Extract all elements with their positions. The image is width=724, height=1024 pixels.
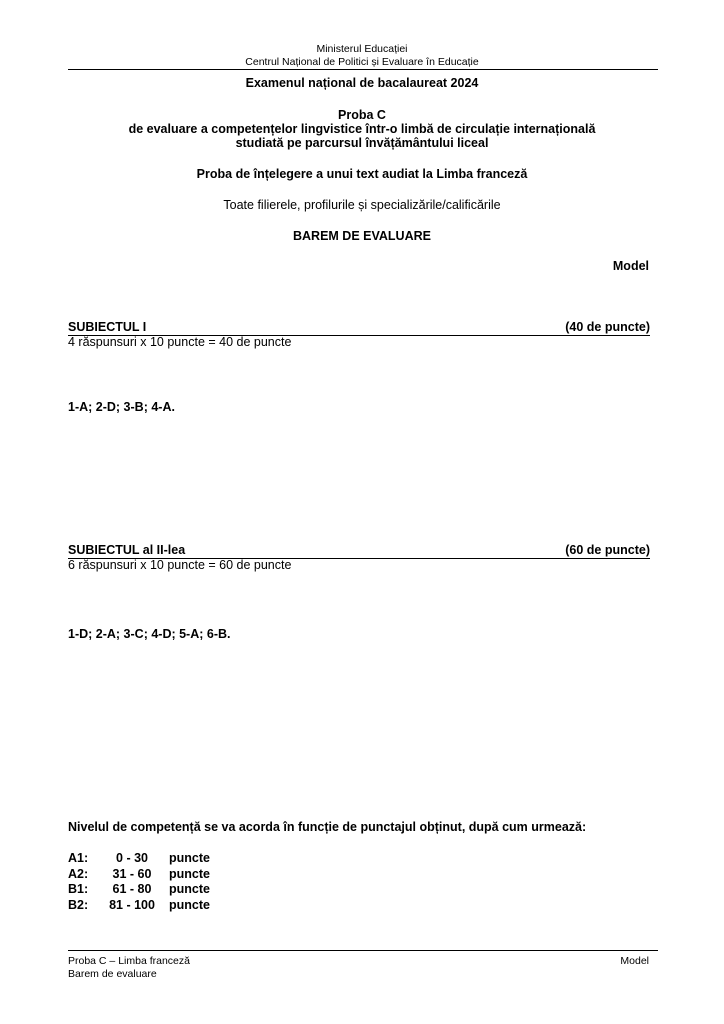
level-unit: puncte bbox=[169, 851, 210, 865]
competence-intro: Nivelul de competență se va acorda în funcție de punctajul obținut, după cum urmează: bbox=[68, 820, 587, 834]
subject1-scoring: 4 răspunsuri x 10 puncte = 40 de puncte bbox=[68, 335, 292, 349]
header-rule bbox=[68, 69, 658, 70]
level-row-a1 bbox=[68, 851, 210, 867]
level-unit: puncte bbox=[169, 866, 210, 881]
proba-title: Proba C bbox=[338, 108, 386, 122]
competence-levels-table bbox=[68, 851, 210, 913]
barem-title: BAREM DE EVALUARE bbox=[293, 229, 431, 243]
subject2-heading: SUBIECTUL al II-lea bbox=[68, 543, 186, 557]
subject2-points: (60 de puncte) bbox=[565, 543, 650, 557]
level-code: A2: bbox=[68, 866, 89, 881]
subject1-heading: SUBIECTUL I bbox=[68, 320, 147, 334]
proba-name: Proba de înțelegere a unui text audiat la Limba franceză bbox=[196, 167, 528, 181]
subject1-points: (40 de puncte) bbox=[565, 320, 650, 334]
level-row-a2 bbox=[68, 867, 210, 883]
subject1-heading-row bbox=[68, 320, 650, 336]
level-unit: puncte bbox=[169, 882, 210, 896]
filiere-line: Toate filierele, profilurile și specializările/calificările bbox=[223, 198, 501, 212]
subject2-scoring: 6 răspunsuri x 10 puncte = 60 de puncte bbox=[68, 558, 292, 572]
level-range: 81 - 100 bbox=[109, 897, 155, 912]
level-unit: puncte bbox=[169, 897, 210, 912]
proba-description-line1: de evaluare a competențelor lingvistice într-o limbă de circulație internațională bbox=[128, 122, 596, 136]
footer-subject: Proba C – Limba franceză bbox=[68, 955, 190, 967]
subject2-heading-row bbox=[68, 543, 650, 559]
level-range: 0 - 30 bbox=[116, 851, 148, 865]
footer-barem: Barem de evaluare bbox=[68, 968, 157, 980]
footer-model: Model bbox=[620, 955, 649, 967]
exam-title: Examenul național de bacalaureat 2024 bbox=[245, 76, 479, 90]
level-range: 31 - 60 bbox=[112, 866, 152, 881]
level-row-b1 bbox=[68, 882, 210, 898]
level-range: 61 - 80 bbox=[112, 882, 152, 896]
subject2-answers: 1-D; 2-A; 3-C; 4-D; 5-A; 6-B. bbox=[68, 627, 231, 641]
level-code: A1: bbox=[68, 851, 89, 865]
header-ministry: Ministerul Educației bbox=[316, 43, 408, 55]
model-label: Model bbox=[612, 259, 649, 273]
level-row-b2 bbox=[68, 898, 210, 914]
header-center: Centrul Național de Politici și Evaluare în Educație bbox=[245, 56, 479, 68]
level-code: B2: bbox=[68, 897, 89, 912]
level-code: B1: bbox=[68, 882, 89, 896]
footer-rule bbox=[68, 950, 658, 951]
subject1-answers: 1-A; 2-D; 3-B; 4-A. bbox=[68, 400, 175, 414]
proba-description-line2: studiată pe parcursul învățământului liceal bbox=[235, 136, 489, 150]
